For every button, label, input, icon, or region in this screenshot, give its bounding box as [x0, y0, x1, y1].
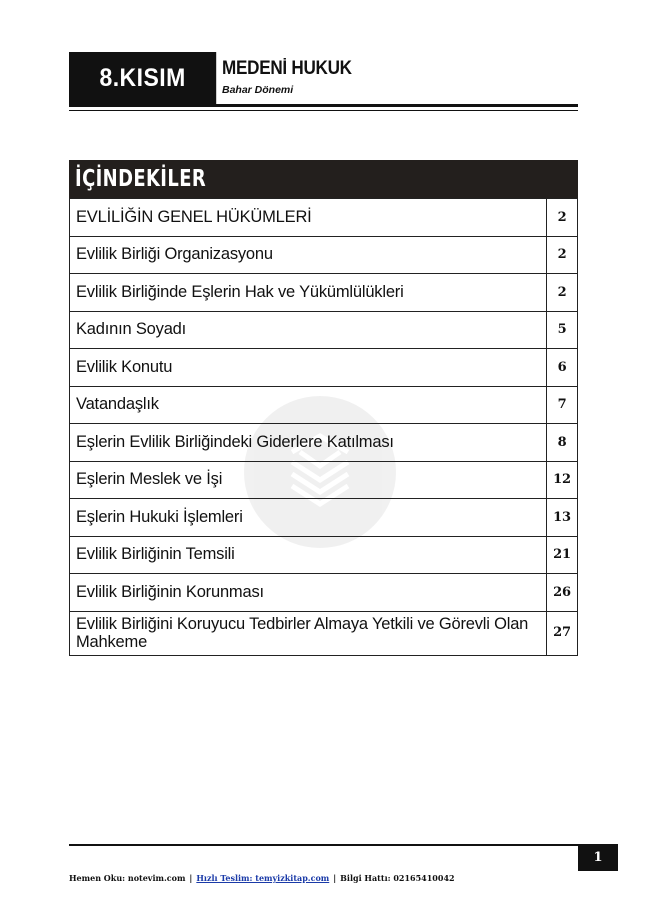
toc-entry-page: 2	[547, 274, 578, 312]
footer-phone: Bilgi Hattı: 02165410042	[340, 873, 455, 883]
footer-rule	[69, 844, 578, 846]
footer-separator: |	[189, 873, 193, 883]
toc-entry-page: 8	[547, 424, 578, 462]
toc-row[interactable]	[70, 611, 578, 655]
toc-entry-page: 12	[547, 461, 578, 499]
toc-entry-label[interactable]: Eşlerin Meslek ve İşi	[70, 461, 547, 499]
toc-row[interactable]	[70, 349, 578, 387]
page-header	[69, 52, 578, 104]
toc-entry-label[interactable]: Evlilik Birliği Organizasyonu	[70, 236, 547, 274]
subject-title: MEDENİ HUKUK	[222, 58, 352, 79]
toc-entry-page: 21	[547, 536, 578, 574]
toc-entry-label[interactable]: Evlilik Birliğinin Temsili	[70, 536, 547, 574]
toc-table	[69, 198, 578, 656]
toc-entry-label[interactable]: Evlilik Birliğini Koruyucu Tedbirler Almaya Yetkili ve Görevli Olan Mahkeme	[70, 611, 547, 655]
footer-info	[69, 873, 455, 883]
page-number: 1	[578, 844, 618, 871]
part-label: 8.KISIM	[69, 52, 216, 104]
footer-read-link[interactable]: Hemen Oku: notevim.com	[69, 873, 186, 883]
toc-entry-label[interactable]: Evlilik Birliğinin Korunması	[70, 574, 547, 612]
toc-entry-label[interactable]: Evlilik Konutu	[70, 349, 547, 387]
toc-row[interactable]	[70, 236, 578, 274]
toc-row[interactable]	[70, 536, 578, 574]
toc-entry-label[interactable]: Eşlerin Evlilik Birliğindeki Giderlere Katılması	[70, 424, 547, 462]
toc-entry-page: 7	[547, 386, 578, 424]
toc-entry-page: 2	[547, 236, 578, 274]
term-label: Bahar Dönemi	[222, 84, 294, 96]
toc-entry-label[interactable]: Evlilik Birliğinde Eşlerin Hak ve Yükümlülükleri	[70, 274, 547, 312]
table-of-contents	[69, 160, 578, 656]
toc-entry-page: 6	[547, 349, 578, 387]
toc-entry-page: 13	[547, 499, 578, 537]
header-rule-thick	[69, 104, 578, 107]
toc-row[interactable]	[70, 499, 578, 537]
toc-entry-page: 26	[547, 574, 578, 612]
toc-entry-page: 5	[547, 311, 578, 349]
header-rule-thin	[69, 110, 578, 111]
toc-entry-label[interactable]: Eşlerin Hukuki İşlemleri	[70, 499, 547, 537]
toc-entry-label[interactable]: EVLİLİĞİN GENEL HÜKÜMLERİ	[70, 199, 547, 237]
toc-entry-label[interactable]: Kadının Soyadı	[70, 311, 547, 349]
toc-row[interactable]	[70, 311, 578, 349]
toc-entry-page: 27	[547, 611, 578, 655]
toc-row[interactable]	[70, 199, 578, 237]
toc-title: İÇİNDEKİLER	[69, 160, 578, 198]
toc-entry-label[interactable]: Vatandaşlık	[70, 386, 547, 424]
toc-row[interactable]	[70, 574, 578, 612]
toc-row[interactable]	[70, 274, 578, 312]
toc-entry-page: 2	[547, 199, 578, 237]
toc-row[interactable]	[70, 461, 578, 499]
footer-separator: |	[333, 873, 337, 883]
toc-row[interactable]	[70, 386, 578, 424]
toc-row[interactable]	[70, 424, 578, 462]
footer-delivery-link[interactable]: Hızlı Teslim: temyizkitap.com	[196, 873, 330, 883]
